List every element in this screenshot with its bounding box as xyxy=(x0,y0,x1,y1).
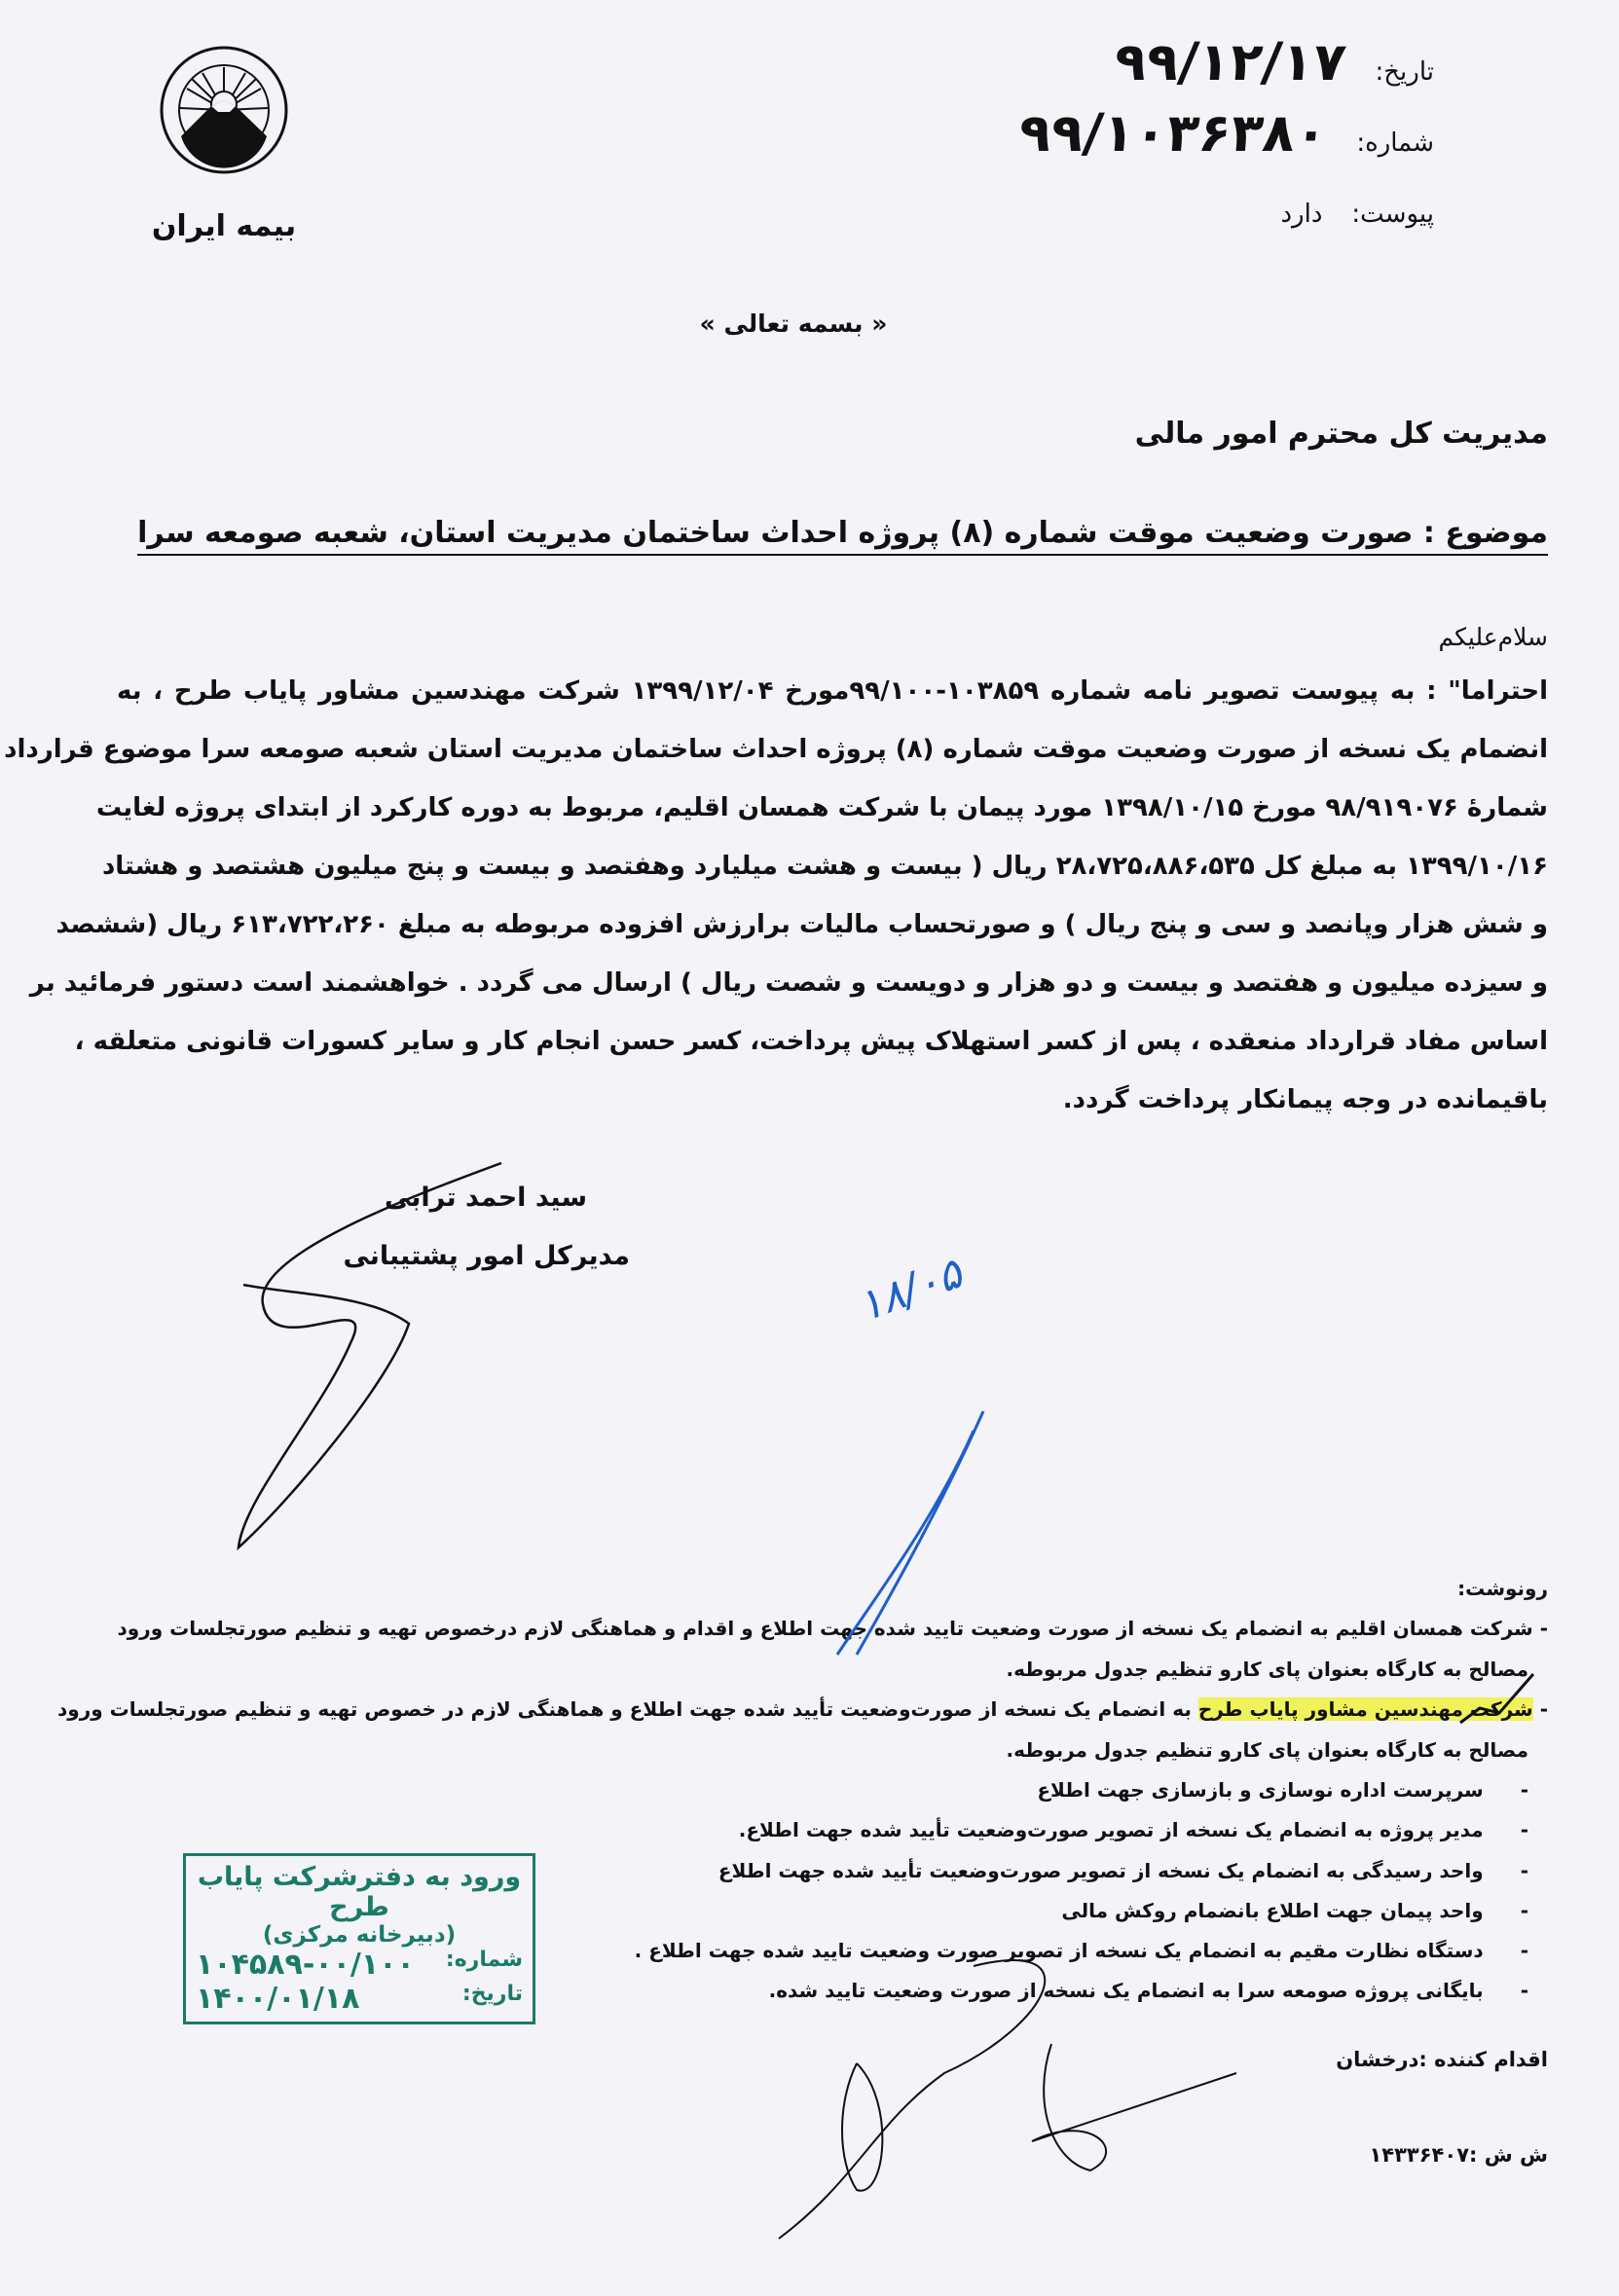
cc-item: - شرکت همسان اقلیم به انضمام یک نسخه از صورت وضعیت تایید شده جهت اطلاع و اقدام و هماهنگی لازم درخصوص تهیه و تنظیم صورتجلسات ورود xyxy=(117,1617,1548,1640)
brand-name: بیمه ایران xyxy=(151,209,297,243)
body-line: ۱۳۹۹/۱۰/۱۶ به مبلغ کل ۲۸،۷۲۵،۸۸۶،۵۳۵ ریال ( بیست و هشت میلیارد وهفتصد و بیست و پنج میلیون هشتصد و هشتاد xyxy=(101,852,1548,881)
subject-line: موضوع : صورت وضعیت موقت شماره (۸) پروژه احداث ساختمان مدیریت استان، شعبه صومعه سرا xyxy=(137,516,1548,556)
cc-title: رونوشت: xyxy=(1457,1577,1548,1600)
svg-text:۱۳۱۴: ۱۳۱۴ xyxy=(206,154,241,169)
cc-item xyxy=(635,1939,1528,1962)
date-field xyxy=(1111,31,1434,92)
reference-number: ش ش :۱۴۳۳۶۴۰۷ xyxy=(1369,2143,1548,2167)
stamp-number-label: شماره: xyxy=(445,1948,523,1972)
cc-item xyxy=(1037,1778,1528,1802)
actor-line: اقدام کننده :درخشان xyxy=(1336,2048,1548,2071)
cc-item xyxy=(769,1979,1528,2002)
body-line: و سیزده میلیون و هفتصد و بیست و دو هزار و دویست و شصت ریال ) ارسال می گردد . خواهشمند است دستور فرمائید بر xyxy=(29,968,1548,998)
body-line: و شش هزار وپانصد و سی و پنج ریال ) و صورتحساب مالیات برارزش افزوده مربوطه به مبلغ ۶۱۳،۷۲۲،۲۶۰ ریال (ششصد xyxy=(55,910,1548,939)
cc-item xyxy=(1061,1899,1528,1922)
stamp-subtitle: (دبیرخانه مرکزی) xyxy=(262,1922,457,1948)
date-label: تاریخ: xyxy=(1375,57,1434,87)
stamp-number-value: ۱۰۴۵۸۹-۰۰/۱۰۰ xyxy=(196,1948,415,1982)
bullet: - xyxy=(1520,1778,1528,1802)
cc-item-cont: مصالح به کارگاه بعنوان پای کارو تنظیم جدول مربوطه. xyxy=(1006,1738,1528,1762)
signatory-title: مدیرکل امور پشتیبانی xyxy=(343,1241,630,1271)
bullet: - xyxy=(1520,1818,1528,1841)
letter-body xyxy=(4,667,1549,1134)
cc-prefix: - xyxy=(1532,1697,1548,1721)
cc-item xyxy=(718,1859,1528,1882)
stamp-date-label: تاریخ: xyxy=(461,1982,523,2006)
handwritten-note: ۱۸/۰۵ xyxy=(851,1248,969,1332)
cc-rest: به انضمام یک نسخه از صورت‌وضعیت تأیید شده جهت اطلاع و هماهنگی لازم در خصوص تهیه و تنظیم صورتجلسات ورود xyxy=(57,1697,1198,1721)
cc-text: سرپرست اداره نوسازی و بازسازی جهت اطلاع xyxy=(1037,1778,1484,1802)
highlighted-company: شرکت مهندسین مشاور پایاب طرح xyxy=(1197,1697,1533,1721)
bullet: - xyxy=(1520,1979,1528,2002)
body-line: باقیمانده در وجه پیمانکار پرداخت گردد. xyxy=(1062,1085,1548,1114)
cc-text: واحد پیمان جهت اطلاع بانضمام روکش مالی xyxy=(1061,1899,1484,1922)
number-value: ۹۹/۱۰۳۶۳۸۰ xyxy=(1015,102,1331,164)
cc-item xyxy=(57,1697,1548,1721)
signatory-name: سید احمد ترابی xyxy=(384,1183,587,1213)
cc-text: واحد رسیدگی به انضمام یک نسخه از تصویر صورت‌وضعیت تأیید شده جهت اطلاع xyxy=(718,1859,1484,1882)
greeting: سلام‌علیکم xyxy=(1438,623,1548,651)
bullet: - xyxy=(1520,1899,1528,1922)
addressee: مدیریت کل محترم امور مالی xyxy=(1134,417,1548,451)
receipt-stamp xyxy=(183,1853,535,2024)
invocation: « بسمه تعالی » xyxy=(699,310,888,338)
cc-item xyxy=(739,1818,1528,1841)
cc-text: بایگانی پروژه صومعه سرا به انضمام یک نسخه از صورت وضعیت تایید شده. xyxy=(768,1979,1484,2002)
bullet: - xyxy=(1520,1859,1528,1882)
attachment-value: دارد xyxy=(1280,200,1323,229)
attachment-label: پیوست: xyxy=(1351,200,1434,229)
director-signature xyxy=(239,1163,501,1548)
date-value: ۹۹/۱۲/۱۷ xyxy=(1111,31,1349,92)
number-field xyxy=(1015,102,1434,164)
body-line: اساس مفاد قرارداد منعقده ، پس از کسر استهلاک پیش پرداخت، کسر حسن انجام کار و سایر کسورات قانونی متعلقه ، xyxy=(74,1027,1548,1056)
cc-item-cont: مصالح به کارگاه بعنوان پای کارو تنظیم جدول مربوطه. xyxy=(1006,1658,1528,1681)
stamp-title: ورود به دفترشرکت پایاب طرح xyxy=(197,1862,522,1922)
stamp-date-value: ۱۴۰۰/۰۱/۱۸ xyxy=(196,1982,360,2016)
attachment-field xyxy=(1280,200,1434,229)
bimeh-iran-logo xyxy=(158,44,290,176)
bullet: - xyxy=(1520,1939,1528,1962)
body-line: شمارهٔ ۹۸/۹۱۹۰۷۶ مورخ ۱۳۹۸/۱۰/۱۵ مورد پیمان با شرکت همسان اقلیم، مربوط به دوره کارکرد از ابتدای پروژه لغایت xyxy=(95,793,1548,822)
number-label: شماره: xyxy=(1356,128,1434,158)
body-line: انضمام یک نسخه از صورت وضعیت موقت شماره (۸) پروژه احداث ساختمان مدیریت استان شعبه صومعه سرا موضوع قرارداد xyxy=(4,735,1548,764)
body-line: احتراما" : به پیوست تصویر نامه شماره ۱۰۳۸۵۹-۹۹/۱۰۰مورخ ۱۳۹۹/۱۲/۰۴ شرکت مهندسین مشاور پایاب طرح ، به xyxy=(117,676,1549,706)
cc-text: مدیر پروژه به انضمام یک نسخه از تصویر صورت‌وضعیت تأیید شده جهت اطلاع. xyxy=(738,1818,1484,1841)
cc-text: دستگاه نظارت مقیم به انضمام یک نسخه از تصویر صورت وضعیت تایید شده جهت اطلاع . xyxy=(634,1939,1484,1962)
